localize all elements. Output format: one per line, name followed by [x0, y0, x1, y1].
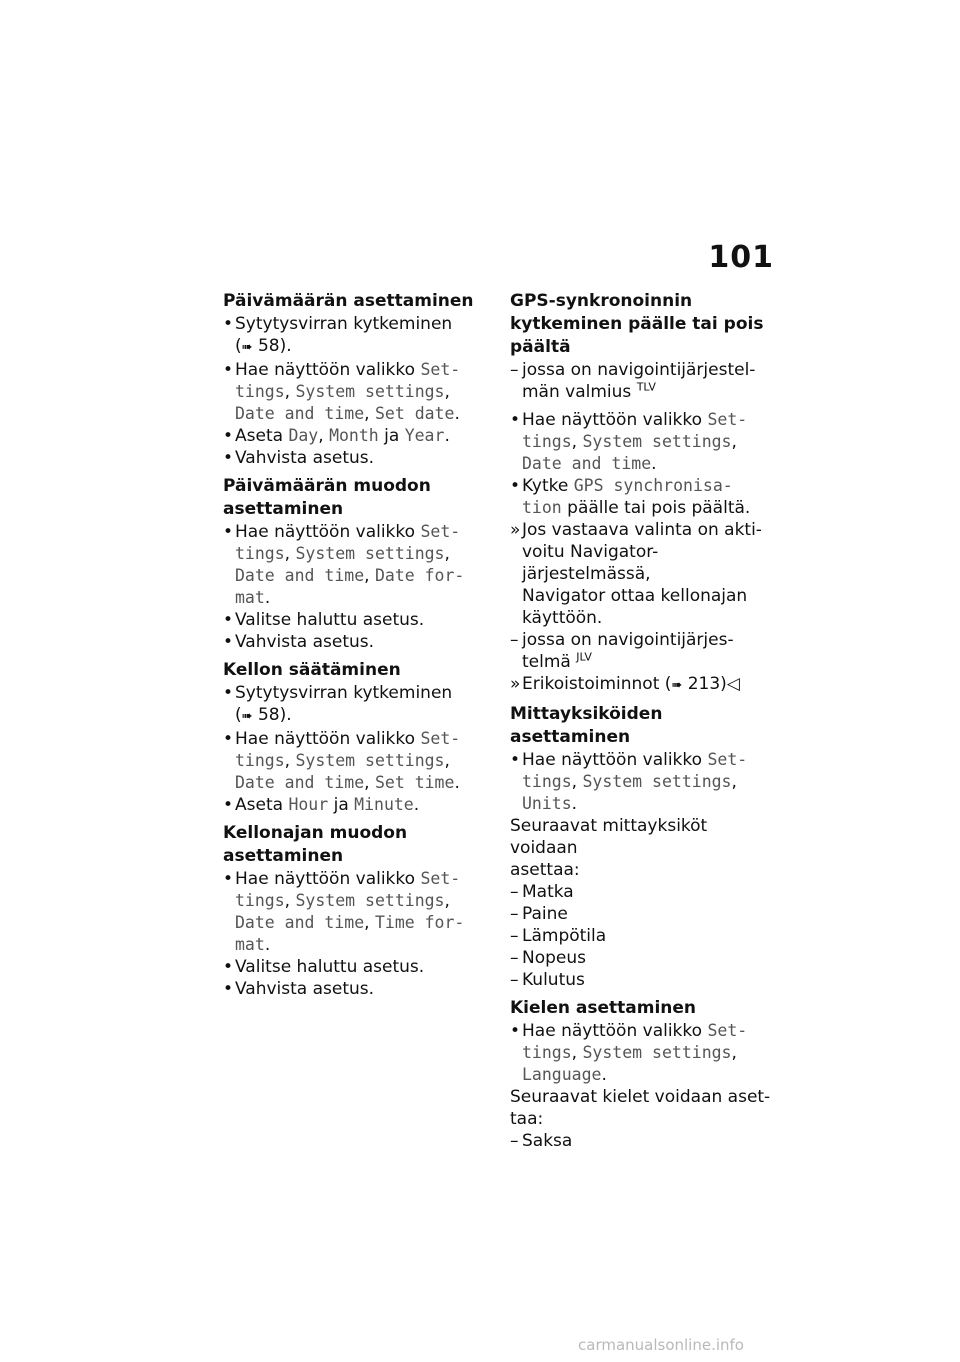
- list-item: • Vahvista asetus.: [223, 448, 375, 468]
- list-item: • Vahvista asetus.: [223, 979, 375, 999]
- list-item: • Valitse haluttu asetus.: [223, 957, 425, 977]
- watermark: carmanualsonline.info: [578, 1336, 744, 1354]
- paragraph: Seuraavat mittayksiköt voidaan asettaa:: [510, 816, 708, 880]
- condition-item: – jossa on navigointijärjes- telmä $^{JLV}$: [510, 630, 734, 672]
- section-title-date-format: Päivämäärän muodon asettaminen: [223, 476, 431, 519]
- list-item: • Hae näyttöön valikko Set- tings, System settings, Date and time.: [510, 410, 748, 474]
- list-item: • Hae näyttöön valikko Set- tings, System settings, Language.: [510, 1021, 748, 1085]
- condition-item: – jossa on navigointijärjestel- män valmius $^{TLV}$: [510, 360, 756, 402]
- list-item: • Sytytysvirran kytkeminen (➠ 58).: [223, 314, 453, 356]
- list-item: • Hae näyttöön valikko Set- tings, System settings, Date and time, Time for- mat.: [223, 869, 465, 955]
- list-item: • Hae näyttöön valikko Set- tings, System settings, Date and time, Set time.: [223, 729, 461, 793]
- list-item: – Kulutus: [510, 970, 585, 990]
- page-reference-arrow-icon: ➠: [241, 340, 253, 355]
- list-item: • Aseta Hour ja Minute.: [223, 795, 420, 815]
- paragraph: Seuraavat kielet voidaan aset- taa:: [510, 1087, 771, 1129]
- section-title-language: Kielen asettaminen: [510, 998, 697, 1018]
- list-item: – Matka: [510, 882, 574, 902]
- end-mark-icon: ◁: [726, 674, 740, 694]
- list-item: • Vahvista asetus.: [223, 632, 375, 652]
- list-item: – Paine: [510, 904, 568, 924]
- list-item: • Aseta Day, Month ja Year.: [223, 426, 450, 446]
- list-item: • Kytke GPS synchronisa- tion päälle tai pois päältä.: [510, 476, 751, 518]
- list-item: – Saksa: [510, 1131, 573, 1151]
- list-item: • Hae näyttöön valikko Set- tings, System settings, Units.: [510, 750, 748, 814]
- page-reference-arrow-icon: ➠: [241, 709, 253, 724]
- section-title-time-format: Kellonajan muodon asettaminen: [223, 823, 408, 866]
- section-title-gps-sync: GPS-synkronoinnin kytkeminen päälle tai pois päältä: [510, 291, 764, 357]
- section-title-units: Mittayksiköiden asettaminen: [510, 704, 663, 747]
- page-number: 101: [708, 240, 774, 275]
- list-item: • Hae näyttöön valikko Set- tings, System settings, Date and time, Set date.: [223, 360, 461, 424]
- page-reference-arrow-icon: ➠: [671, 678, 683, 693]
- section-title-clock-setting: Kellon säätäminen: [223, 660, 401, 680]
- left-column: [223, 290, 491, 1000]
- list-item: – Nopeus: [510, 948, 586, 968]
- list-item: • Hae näyttöön valikko Set- tings, System settings, Date and time, Date for- mat.: [223, 522, 465, 608]
- result-item: » Jos vastaava valinta on akti- voitu Navigator-järjestelmässä, Navigator ottaa kellonajan käyttöön.: [510, 520, 762, 628]
- list-item: – Lämpötila: [510, 926, 607, 946]
- section-title-date-setting: Päivämäärän asettaminen: [223, 291, 474, 311]
- result-item: » Erikoistoiminnot (➠ 213)◁: [510, 674, 740, 694]
- right-column: [510, 290, 778, 1152]
- list-item: • Sytytysvirran kytkeminen (➠ 58).: [223, 683, 453, 725]
- list-item: • Valitse haluttu asetus.: [223, 610, 425, 630]
